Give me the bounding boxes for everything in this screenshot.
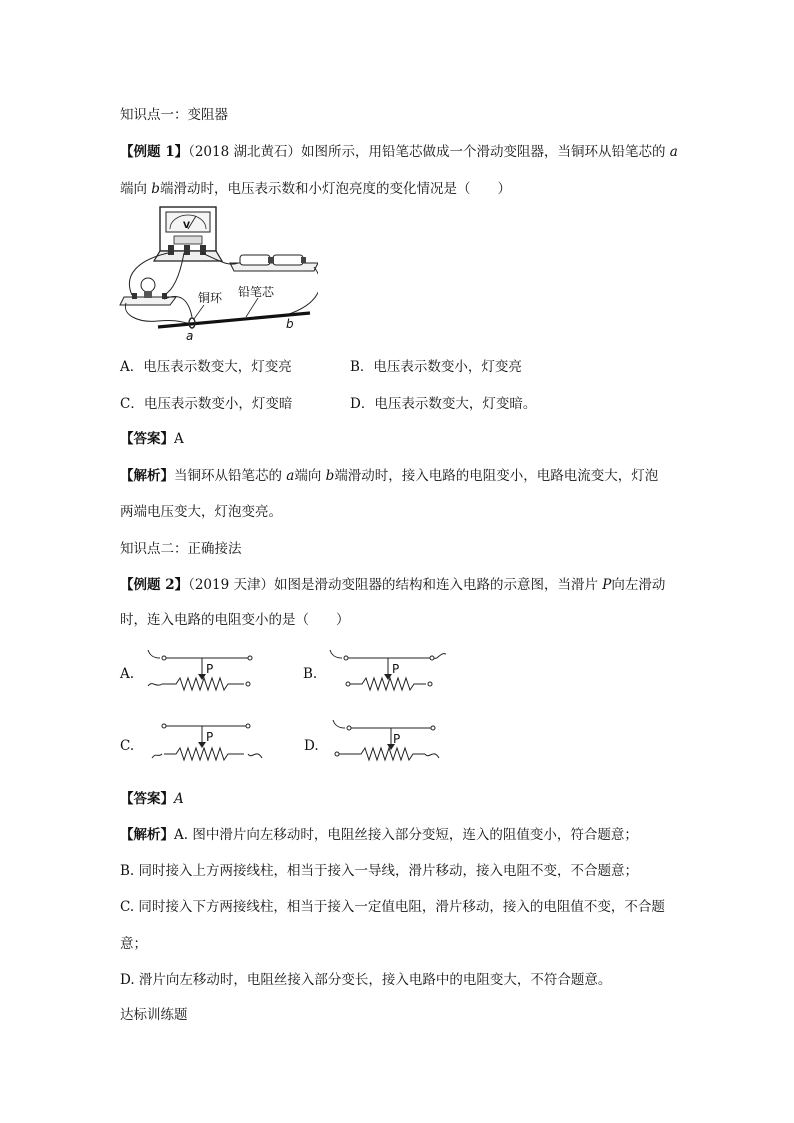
figure-d-label: D.	[304, 738, 319, 754]
example-1-analysis-text-1a: 当铜环从铅笔芯的	[174, 468, 282, 484]
voltmeter-icon	[154, 207, 222, 261]
example-2-line-2: 时，连入电路的电阻变小的是（ ）	[120, 612, 350, 628]
example-1-analysis-var-b: b	[325, 468, 335, 484]
example-1-option-d: D．电压表示数变大，灯变暗。	[350, 396, 537, 412]
example-1-line-2	[120, 180, 511, 198]
example-1-tag: 【例题 1】	[120, 144, 189, 160]
label-point-b: b	[286, 317, 294, 331]
figure-c-label: C.	[120, 738, 135, 754]
example-1-option-b: B．电压表示数变小，灯变亮	[350, 359, 522, 375]
example-1-text-2a: 端向	[120, 181, 147, 197]
example-1-line-1	[120, 143, 678, 161]
battery-holder-icon	[230, 255, 318, 271]
label-point-a: a	[186, 329, 194, 343]
rheostat-figure-a	[140, 648, 270, 696]
example-2-text-1b: 向左滑动	[611, 577, 666, 593]
circuit-figure-1	[118, 205, 318, 345]
example-2-answer-tag: 【答案】	[120, 791, 174, 807]
example-1-text-2b: 端滑动时，电压表示数和小灯泡亮度的变化情况是（ ）	[159, 181, 511, 197]
rheostat-figure-d	[325, 718, 455, 768]
example-2-var-p: P	[602, 577, 612, 593]
example-1-analysis-var-a: a	[286, 468, 295, 484]
example-1-analysis-line-2: 两端电压变大，灯泡变亮。	[120, 504, 282, 520]
example-2-analysis-line-1	[120, 826, 638, 844]
example-1-text-1: （2018 湖北黄石）如图所示，用铅笔芯做成一个滑动变阻器，当铜环从铅笔芯的	[188, 144, 666, 160]
example-1-analysis-tag: 【解析】	[120, 468, 174, 484]
label-copper-ring: 铜环	[198, 291, 223, 305]
figure-b-slider-label: P	[392, 662, 400, 676]
figure-d-slider-label: P	[393, 732, 401, 746]
bulb-icon	[120, 278, 176, 305]
example-2-analysis-d: D. 滑片向左移动时，电阻丝接入部分变长，接入电路中的电阻变大，不符合题意。	[120, 972, 612, 988]
rheostat-figure-c	[140, 718, 270, 768]
example-2-analysis-c2: 意；	[120, 936, 147, 952]
section-title-3: 达标训练题	[120, 1007, 188, 1023]
example-1-analysis-line-1	[120, 467, 658, 485]
example-2-line-1	[120, 576, 665, 594]
label-pencil-lead: 铅笔芯	[238, 285, 275, 299]
section-title-2: 知识点二：正确接法	[120, 541, 242, 557]
example-2-answer-value: A	[174, 791, 184, 807]
example-2-text-1a: （2019 天津）如图是滑动变阻器的结构和连入电路的示意图，当滑片	[188, 577, 598, 593]
example-2-analysis-a: A. 图中滑片向左移动时，电阻丝接入部分变短，连入的阻值变小，符合题意；	[174, 827, 638, 843]
example-2-analysis-c1: C. 同时接入下方两接线柱，相当于接入一定值电阻，滑片移动，接入的电阻值不变，不合题	[120, 899, 665, 915]
example-1-var-a: a	[669, 144, 678, 160]
figure-b-label: B.	[303, 666, 318, 682]
example-2-answer	[120, 790, 184, 808]
example-2-analysis-b: B. 同时接入上方两接线柱，相当于接入一导线，滑片移动，接入电阻不变，不合题意；	[120, 863, 639, 879]
example-2-tag: 【例题 2】	[120, 577, 189, 593]
figure-a-label: A.	[120, 666, 135, 682]
example-1-answer-value: A	[174, 431, 184, 447]
figure-c-slider-label: P	[206, 730, 214, 744]
example-1-var-b: b	[151, 181, 160, 197]
example-1-answer-tag: 【答案】	[120, 431, 174, 447]
rheostat-figure-b	[322, 648, 452, 696]
example-2-analysis-tag: 【解析】	[120, 827, 174, 843]
figure-a-slider-label: P	[206, 662, 214, 676]
example-1-analysis-text-1b: 端向	[294, 468, 322, 484]
voltmeter-symbol: V	[183, 221, 190, 231]
example-1-option-a: A．电压表示数变大，灯变亮	[120, 359, 292, 375]
example-1-answer	[120, 430, 184, 448]
section-title-1: 知识点一：变阻器	[120, 107, 228, 123]
example-1-option-c: C．电压表示数变小，灯变暗	[120, 396, 293, 412]
example-1-analysis-text-1c: 端滑动时，接入电路的电阻变小，电路电流变大，灯泡	[334, 468, 659, 484]
